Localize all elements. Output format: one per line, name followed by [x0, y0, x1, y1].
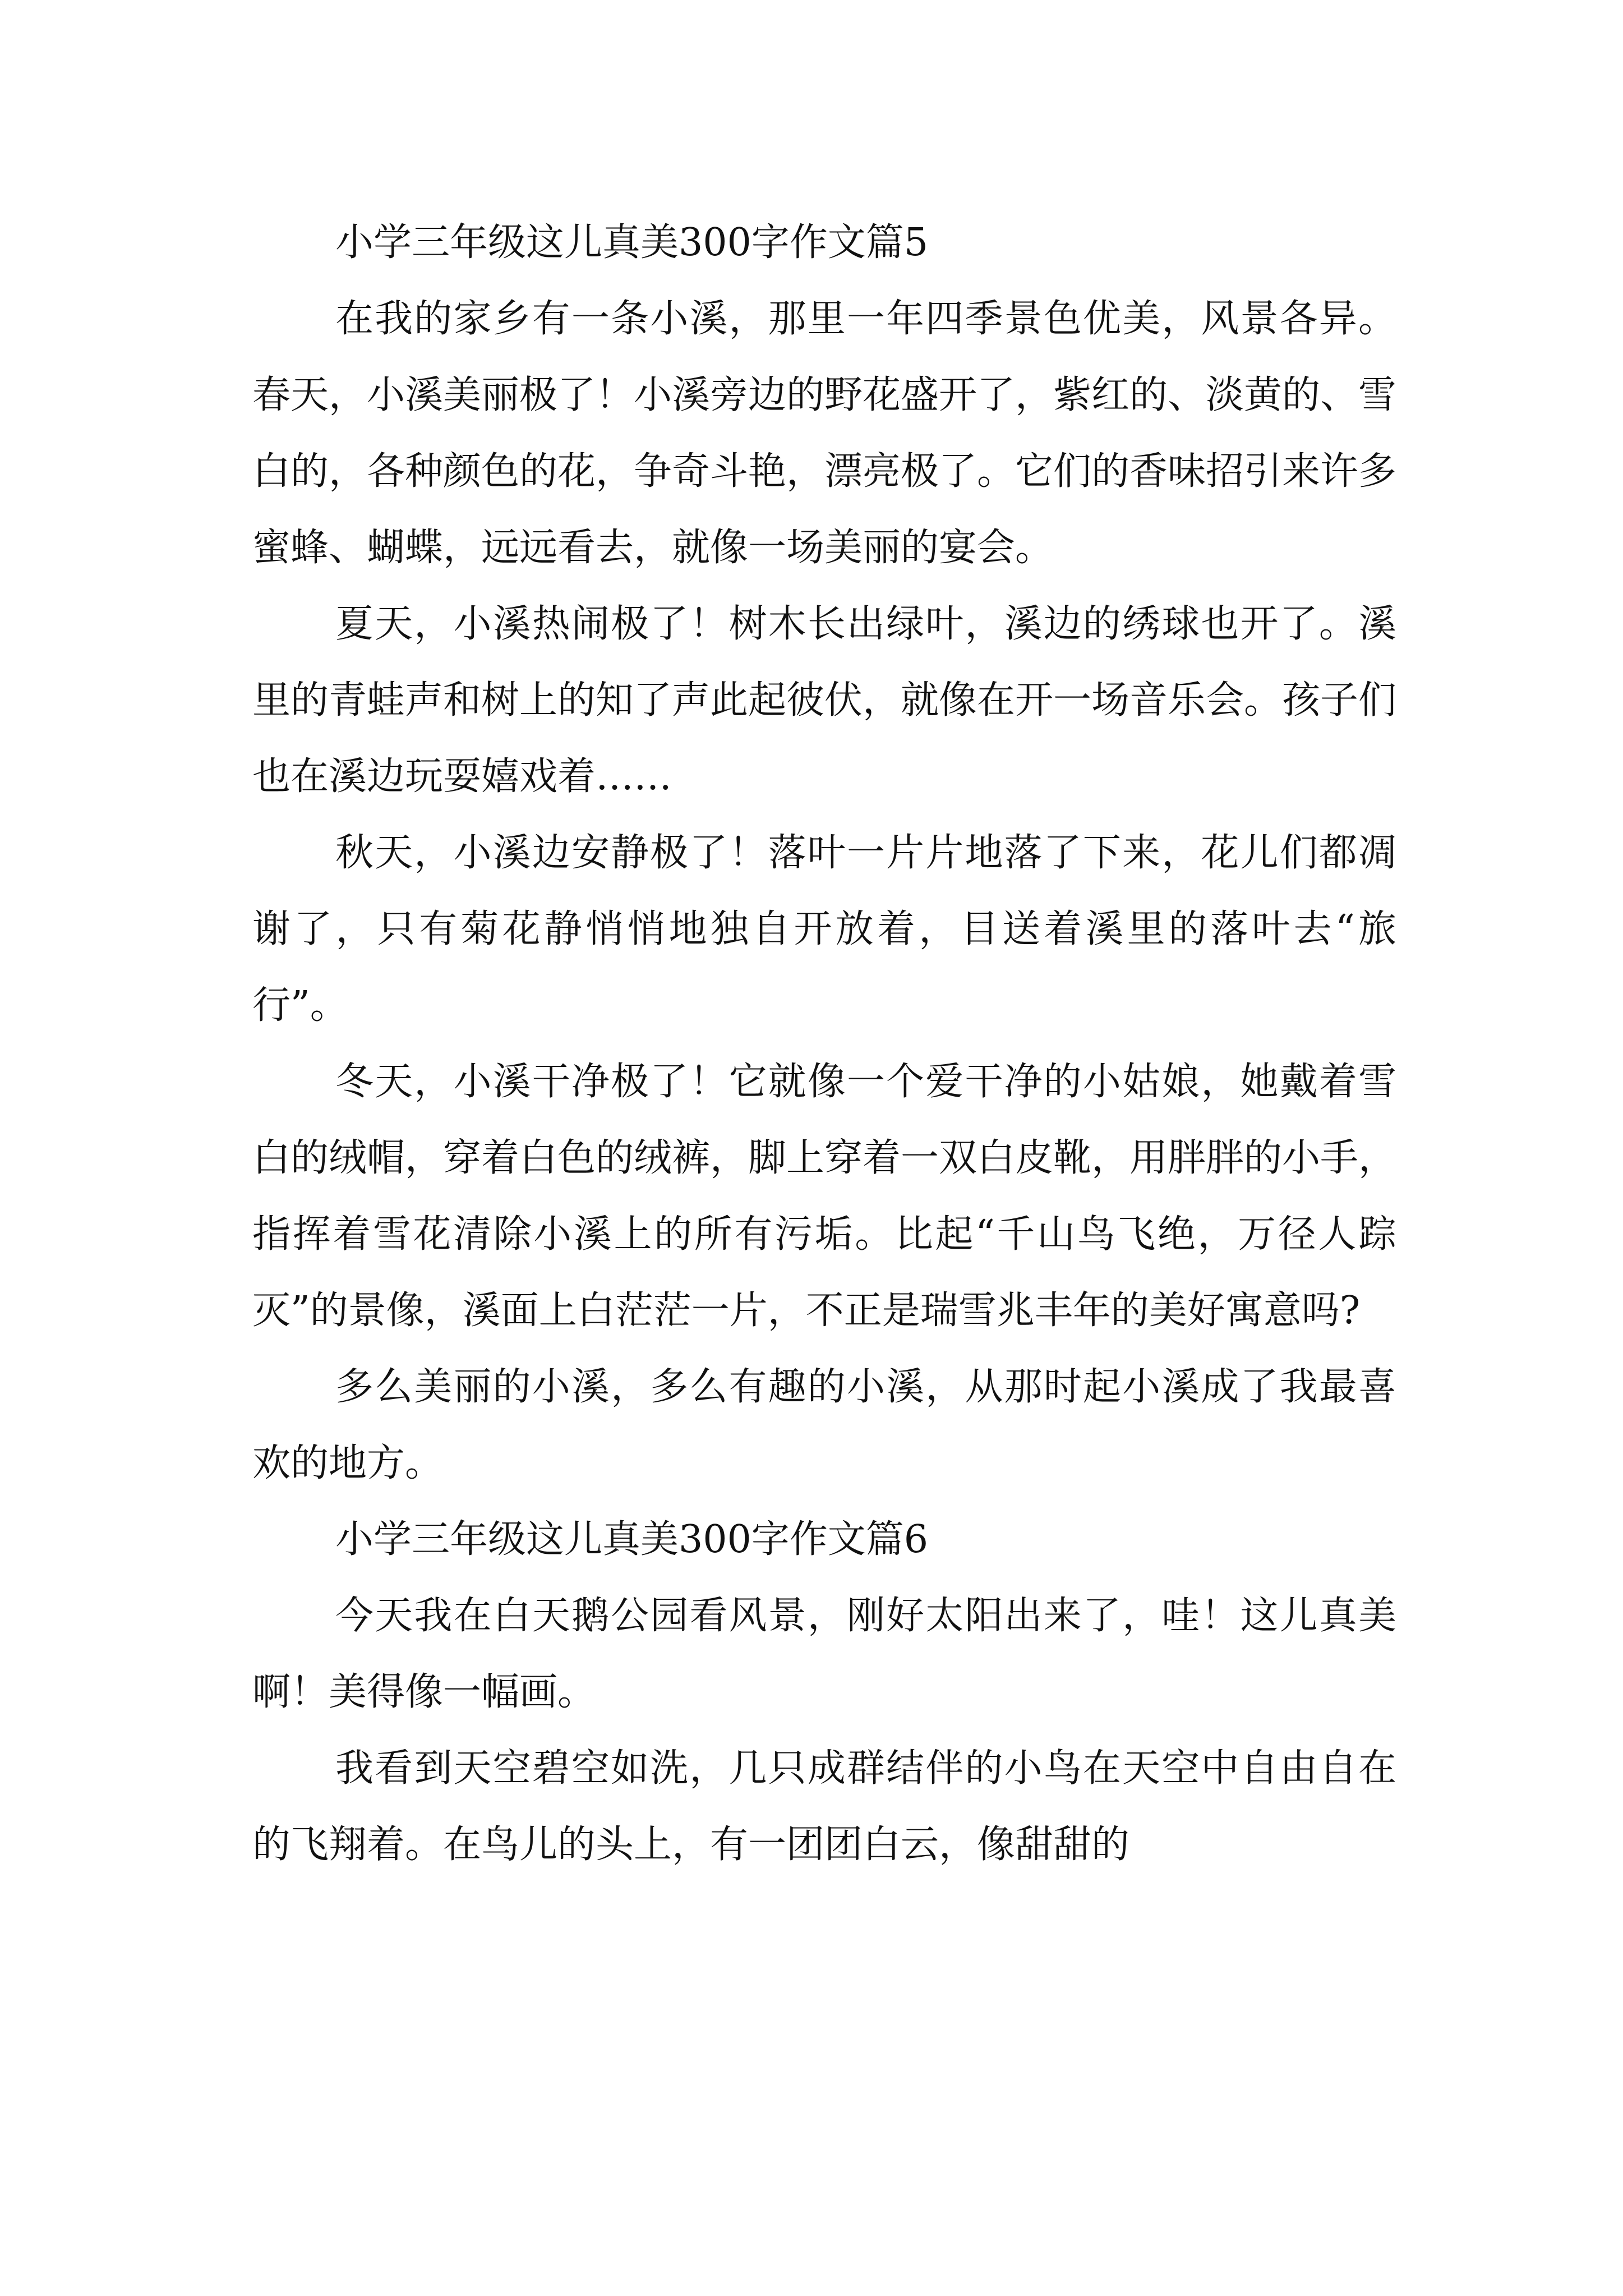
- paragraph: 在我的家乡有一条小溪，那里一年四季景色优美，风景各异。春天，小溪美丽极了！小溪旁边的野花盛开了，紫红的、淡黄的、雪白的，各种颜色的花，争奇斗艳，漂亮极了。它们的香味招引来许多蜜蜂、蝴蝶，远远看去，就像一场美丽的宴会。: [252, 297, 1397, 570]
- paragraph: 夏天，小溪热闹极了！树木长出绿叶，溪边的绣球也开了。溪里的青蛙声和树上的知了声此起彼伏，就像在开一场音乐会。孩子们也在溪边玩耍嬉戏着……: [252, 602, 1397, 799]
- document-body: [252, 205, 1396, 1883]
- paragraph: 我看到天空碧空如洗，几只成群结伴的小鸟在天空中自由自在的飞翔着。在鸟儿的头上，有一团团白云，像甜甜的: [252, 1746, 1396, 1867]
- paragraph: 多么美丽的小溪，多么有趣的小溪，从那时起小溪成了我最喜欢的地方。: [252, 1365, 1396, 1485]
- section-heading: 小学三年级这儿真美300字作文篇6: [335, 1517, 929, 1562]
- paragraph: 冬天，小溪干净极了！它就像一个爱干净的小姑娘，她戴着雪白的绒帽，穿着白色的绒裤，脚上穿着一双白皮靴，用胖胖的小手，指挥着雪花清除小溪上的所有污垢。比起“千山鸟飞绝，万径人踪灭”的景像，溪面上白茫茫一片，不正是瑞雪兆丰年的美好寓意吗?: [252, 1060, 1397, 1333]
- paragraph: 秋天，小溪边安静极了！落叶一片片地落了下来，花儿们都凋谢了，只有菊花静悄悄地独自开放着，目送着溪里的落叶去“旅行”。: [252, 831, 1396, 1028]
- section-heading: 小学三年级这儿真美300字作文篇5: [335, 220, 929, 265]
- paragraph: 今天我在白天鹅公园看风景，刚好太阳出来了，哇！这儿真美啊！美得像一幅画。: [252, 1594, 1396, 1714]
